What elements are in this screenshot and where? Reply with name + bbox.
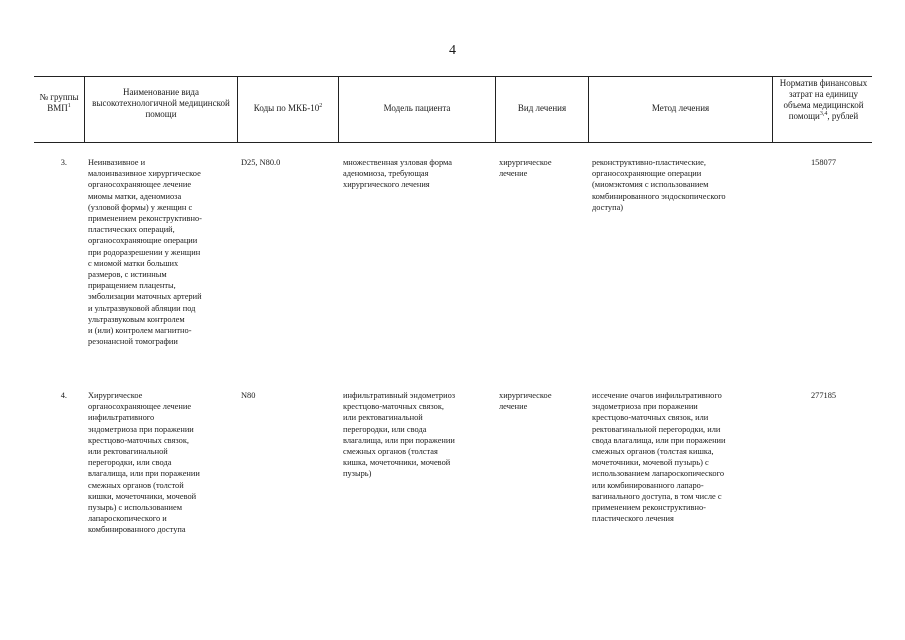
row-treatment-method: иссечение очагов инфильтративного эндометриоза при поражении крестцово-маточных связок, или ректовагинальной перегородки, или свода влагалища, или при поражении смежных органов (толстая кишка, мочеточники, мочевой пузырь) с использованием лапароскопического или комбинированного лапаро- вагинального доступа, в том числе с применением реконструктивно- пластического лечения xyxy=(592,391,726,524)
column-divider xyxy=(338,76,339,142)
header-icd-codes: Коды по МКБ-$10^2$ xyxy=(253,103,323,113)
row-patient-model: инфильтративный эндометриоз крестцово-маточных связок, или ректовагинальной перегородки, или свода влагалища, или при поражении смежных органов (толстая кишка, мочеточники, мочевой пузырь) xyxy=(343,391,456,479)
row-treatment-type: хирургическое лечение xyxy=(499,391,552,412)
row-treatment-type: хирургическое лечение xyxy=(499,158,552,179)
table-header-bottom-rule xyxy=(34,142,872,143)
page-number: 4 xyxy=(449,43,456,58)
table-header-top-rule xyxy=(34,76,872,77)
column-divider xyxy=(237,76,238,142)
header-care-type: Наименование вида высокотехнологичной медицинской помощи xyxy=(92,87,230,119)
row-patient-model: множественная узловая форма аденомиоза, требующая хирургического лечения xyxy=(343,158,452,190)
row-cost: 158077 xyxy=(810,158,837,167)
column-divider xyxy=(772,76,773,142)
column-divider xyxy=(588,76,589,142)
row-number: 4. xyxy=(60,391,67,400)
header-cost-norm: Норматив финансовых затрат на единицу объема медицинской помощи$^{3,4}$, рублей xyxy=(779,78,868,121)
row-care-type: Неинвазивное и малоинвазивное хирургическое органосохраняющее лечение миомы матки, аденомиоза (узловой формы) у женщин с применением реконструктивно- пластических операций, органосохраняющие операции при родоразрешении у женщин с миомой матки больших размеров, с истинным приращением плаценты, эмболизации маточных артерий и ультразвуковой абляции под ультразвуковым контролем и (или) контролем магнитно- резонансной томографии xyxy=(88,158,202,347)
header-treatment-type: Вид лечения xyxy=(517,103,567,113)
column-divider xyxy=(84,76,85,142)
header-group-number: № группы ВМП$^1$ xyxy=(39,92,79,113)
row-icd-codes: D25, N80.0 xyxy=(241,158,281,167)
row-icd-codes: N80 xyxy=(241,391,256,400)
row-care-type: Хирургическое органосохраняющее лечение инфильтративного эндометриоза при поражении крестцово-маточных связок, или ректовагинальной перегородки, или свода влагалища, или при поражении смежных органов (толстой кишки, мочеточники, мочевой пузырь) с использованием лапароскопического и комбинированного доступа xyxy=(88,391,200,535)
header-patient-model: Модель пациента xyxy=(383,103,451,113)
column-divider xyxy=(495,76,496,142)
row-number: 3. xyxy=(60,158,67,167)
row-treatment-method: реконструктивно-пластические, органосохраняющие операции (миомэктомия с использованием комбинированного эндоскопического доступа) xyxy=(592,158,726,212)
header-treatment-method: Метод лечения xyxy=(651,103,710,113)
row-cost: 277185 xyxy=(810,391,837,400)
